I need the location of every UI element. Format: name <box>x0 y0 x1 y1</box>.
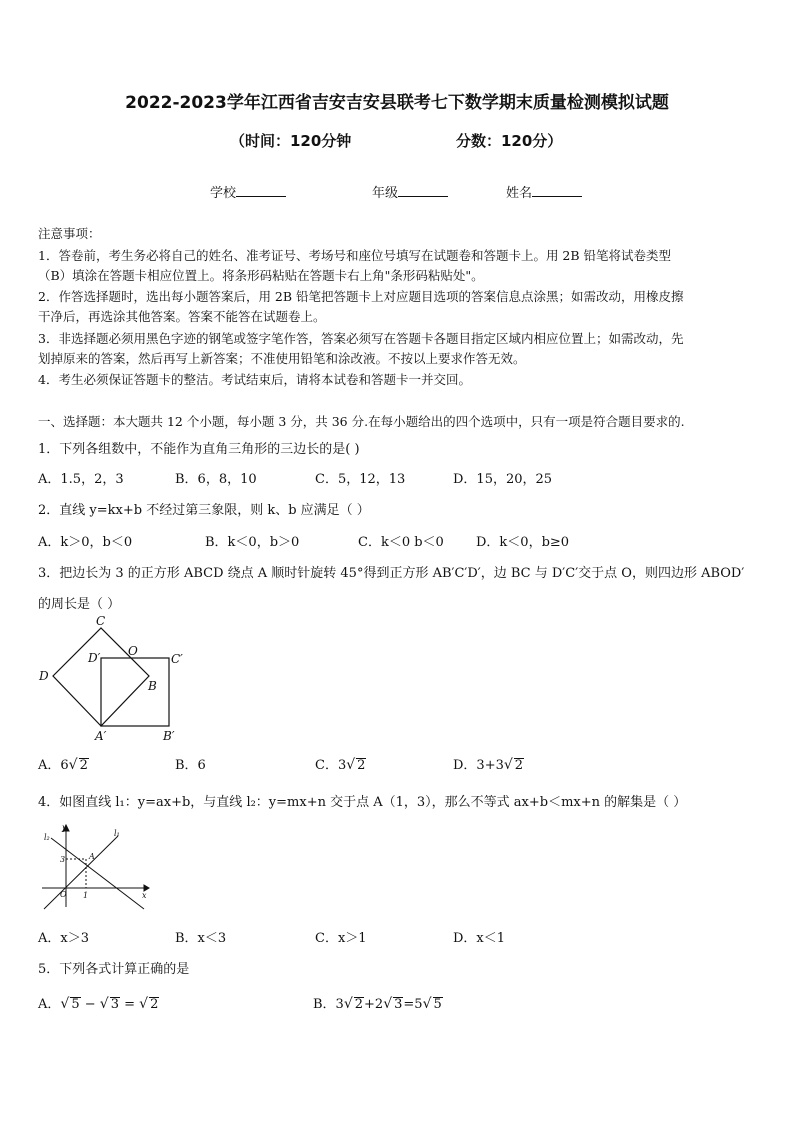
label-three: 3 <box>60 855 66 864</box>
q1-option-d: D．15，20，25 <box>453 472 553 487</box>
q4-option-b: B．x＜3 <box>175 931 227 946</box>
label-l2: l₂ <box>44 833 50 842</box>
q2-option-d: D．k＜0，b≥0 <box>476 535 570 550</box>
name-field <box>506 182 582 201</box>
note-3a: 3．非选择题必须用黑色字迹的钢笔或签字笔作答，答案必须写在答题卡各题目指定区域内相应位置上；如需改动，先 <box>38 331 684 346</box>
page-title: 2022-2023学年江西省吉安吉安县联考七下数学期末质量检测模拟试题 <box>125 93 669 113</box>
q2-option-c: C．k＜0 b＜0 <box>358 535 444 550</box>
q3-stem-line2: 的周长是（ ） <box>38 597 121 612</box>
q5-option-b: B．3√ 2+2√ 3=5√ 5 <box>313 996 442 1012</box>
label-d: D <box>39 669 49 683</box>
label-origin: O <box>60 890 67 899</box>
label-d-prime: D′ <box>88 651 101 665</box>
line-l1 <box>44 836 118 909</box>
q1-option-b: B．6，8，10 <box>175 472 257 487</box>
school-blank <box>236 184 286 197</box>
q3-stem-line1: 3．把边长为 3 的正方形 ABCD 绕点 A 顺时针旋转 45°得到正方形 AB′C′D′，边 BC 与 D′C′交于点 O，则四边形 ABOD′ <box>38 566 745 581</box>
label-y: y <box>62 823 67 832</box>
q4-option-c: C．x＞1 <box>315 931 367 946</box>
name-label: 姓名 <box>506 186 533 201</box>
grade-label: 年级 <box>372 186 399 201</box>
q3-option-c: C．3√ 2 <box>315 757 366 773</box>
q4-lines-figure <box>36 822 151 910</box>
q1-option-a: A．1.5，2，3 <box>38 472 124 487</box>
q4-stem: 4．如图直线 l₁：y=ax+b，与直线 l₂：y=mx+n 交于点 A（1，3），那么不等式 ax+b＜mx+n 的解集是（ ） <box>38 795 687 810</box>
name-blank <box>532 184 582 197</box>
school-field <box>210 182 286 201</box>
q1-stem: 1．下列各组数中，不能作为直角三角形的三边长的是( ) <box>38 442 360 457</box>
q1-option-c: C．5，12，13 <box>315 472 406 487</box>
q2-option-b: B．k＜0，b＞0 <box>205 535 300 550</box>
label-x: x <box>142 891 147 900</box>
q5-option-a: A．√ 5 − √ 3 = √ 2 <box>38 996 159 1012</box>
grade-blank <box>398 184 448 197</box>
label-o: O <box>128 644 138 658</box>
note-2a: 2．作答选择题时，选出每小题答案后，用 2B 铅笔把答题卡上对应题目选项的答案信息点涂黑；如需改动，用橡皮擦 <box>38 289 684 304</box>
label-b-prime: B′ <box>163 729 175 743</box>
section-1-heading: 一、选择题：本大题共 12 个小题，每小题 3 分，共 36 分.在每小题给出的四个选项中，只有一项是符合题目要求的. <box>38 414 685 429</box>
label-b: B <box>148 679 157 693</box>
label-c: C <box>96 614 106 628</box>
school-label: 学校 <box>210 186 237 201</box>
q3-square-figure <box>36 612 196 747</box>
q5-stem: 5．下列各式计算正确的是 <box>38 962 190 977</box>
note-1a: 1．答卷前，考生务必将自己的姓名、准考证号、考场号和座位号填写在试题卷和答题卡上。用 2B 铅笔将试卷类型 <box>38 248 672 263</box>
q2-option-a: A．k＞0，b＜0 <box>38 535 133 550</box>
label-a: A <box>89 852 95 861</box>
exam-score: 分数：120分） <box>456 132 563 150</box>
q4-option-d: D．x＜1 <box>453 931 506 946</box>
q3-option-a: A．6√ 2 <box>38 757 88 773</box>
q2-stem: 2．直线 y=kx+b 不经过第三象限，则 k、b 应满足（ ） <box>38 503 370 518</box>
label-l1: l₁ <box>114 829 120 838</box>
label-a-prime: A′ <box>95 729 107 743</box>
grade-field <box>372 182 448 201</box>
q4-option-a: A．x＞3 <box>38 931 89 946</box>
exam-time: （时间：120分钟 <box>230 132 352 150</box>
notes-heading: 注意事项： <box>38 226 101 241</box>
note-3b: 划掉原来的答案，然后再写上新答案；不准使用铅笔和涂改液。不按以上要求作答无效。 <box>38 351 526 366</box>
label-c-prime: C′ <box>171 652 183 666</box>
note-1b: （B）填涂在答题卡相应位置上。将条形码粘贴在答题卡右上角"条形码粘贴处"。 <box>38 268 484 283</box>
label-one: 1 <box>83 891 89 900</box>
q3-option-b: B．6 <box>175 758 206 773</box>
note-2b: 干净后，再选涂其他答案。答案不能答在试题卷上。 <box>38 309 326 324</box>
note-4: 4．考生必须保证答题卡的整洁。考试结束后，请将本试卷和答题卡一并交回。 <box>38 372 471 387</box>
q3-option-d: D．3+3√ 2 <box>453 757 524 773</box>
